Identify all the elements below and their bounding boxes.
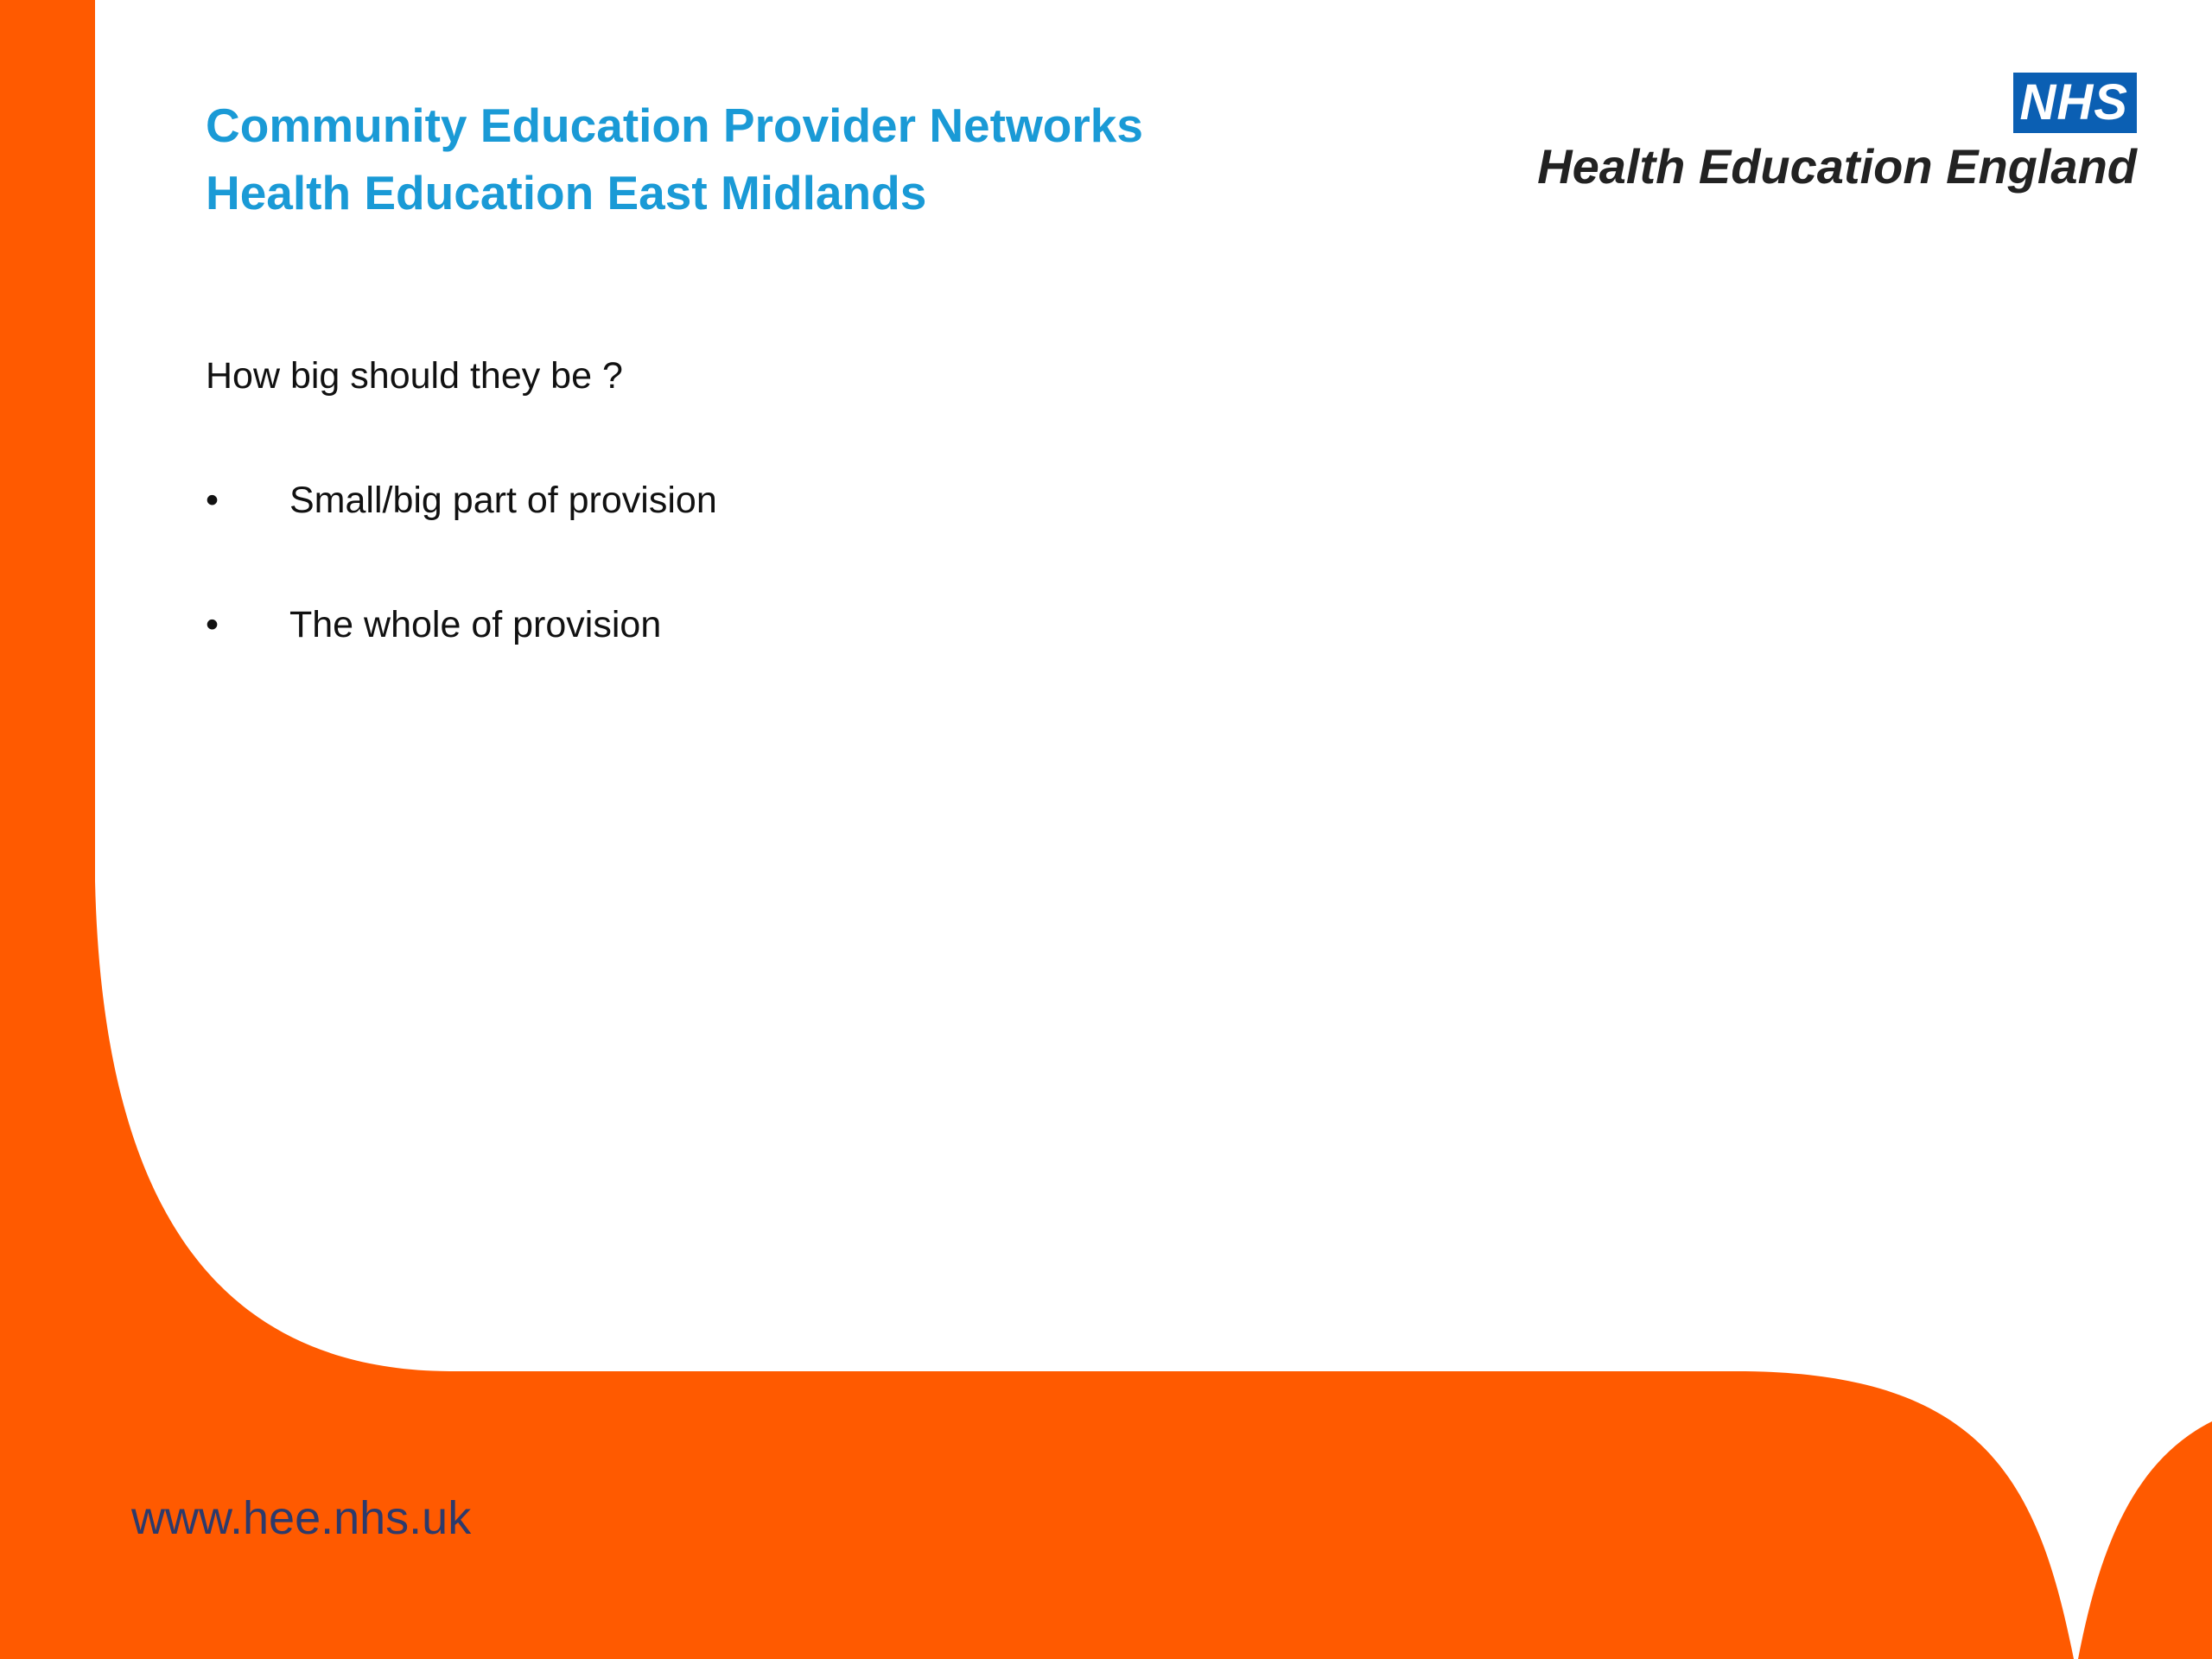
bullet-item xyxy=(206,474,717,526)
footer-url: www.hee.nhs.uk xyxy=(131,1492,472,1544)
bullet-text: The whole of provision xyxy=(289,604,662,645)
nhs-logo-mark: NHS xyxy=(2013,73,2137,133)
question-text: How big should they be ? xyxy=(206,355,623,397)
title-line-1: Community Education Provider Networks xyxy=(206,99,1143,152)
hee-logo xyxy=(1537,73,2137,195)
bullet-marker: • xyxy=(206,480,219,521)
bullet-item xyxy=(206,599,717,651)
bullet-list xyxy=(206,474,717,651)
bullet-text: Small/big part of provision xyxy=(289,480,717,521)
bullet-marker: • xyxy=(206,604,219,645)
slide-content xyxy=(206,350,717,651)
org-name: Health Education England xyxy=(1537,139,2137,194)
title-line-2: Health Education East Midlands xyxy=(206,166,927,219)
slide-title xyxy=(206,92,1143,226)
